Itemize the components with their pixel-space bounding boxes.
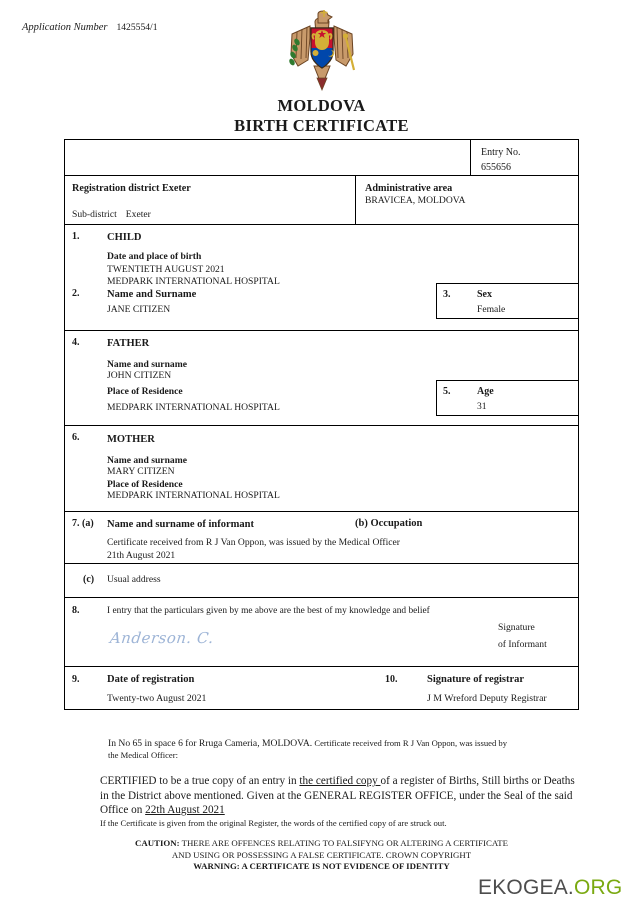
table-row-entry-number [65,140,578,176]
certified-statement [100,774,580,818]
registrar-label: Signature of registrar [427,674,525,685]
registration-district-label: Registration district Exeter [72,183,191,194]
struck-out-note: If the Certificate is given from the original Register, the words of the certified copy of are struck out. [100,818,447,828]
age-section-number: 5. [443,386,451,397]
informant-name-label: Name and surname of informant [107,519,254,530]
certified-underlined-copy: the certified copy [299,775,381,787]
administrative-area-label: Administrative area [365,183,453,194]
country-title: MOLDOVA [277,96,366,115]
table-row-registration-date [65,667,578,709]
moldova-coat-of-arms-icon [0,8,643,92]
declaration-text: I entry that the particulars given by me above are the best of my knowledge and belief [107,606,430,616]
informant-section-number: 7. (a) [72,518,94,529]
table-row-informant [65,512,578,564]
age-box [436,380,578,416]
father-heading: FATHER [107,338,150,349]
father-section-number: 4. [72,337,80,348]
informant-signature: Anderson. C. [109,629,215,647]
caution-text-line-1: THERE ARE OFFENCES RELATING TO FALSIFYNG OR ALTERING A CERTIFICATE [179,838,508,848]
mother-heading: MOTHER [107,434,155,445]
entry-number-label: Entry No. [481,147,521,158]
ekogea-watermark [478,876,622,900]
registration-date-value: Twenty-two August 2021 [107,693,207,704]
table-row-registration-district [65,176,578,225]
footer-note-line-1a: In No 65 in space 6 for Rruga Cameria, MOLDOVA. [108,738,313,749]
entry-number-value: 655656 [481,162,511,173]
father-residence-value: MEDPARK INTERNATIONAL HOSPITAL [107,402,280,413]
signature-label-line-2: of Informant [498,639,547,650]
watermark-text-green: ORG [573,876,623,899]
certified-text-b: of a register of Births, Still births or Deaths in the District above mentioned. Given at the GENERAL REGISTER OFFICE, under the Seal of the said Office on [100,775,575,816]
age-value: 31 [477,401,487,412]
warning-text: WARNING: A CERTIFICATE IS NOT EVIDENCE OF IDENTITY [193,861,450,871]
mother-name-value: MARY CITIZEN [107,466,175,477]
registrar-section-number: 10. [385,674,398,685]
registration-date-label: Date of registration [107,674,195,685]
certified-text-a: CERTIFIED to be a true copy of an entry in [100,775,300,787]
mother-residence-value: MEDPARK INTERNATIONAL HOSPITAL [107,490,280,501]
declaration-section-number: 8. [72,605,80,616]
sex-section-number: 3. [443,289,451,300]
certificate-table [64,139,579,710]
usual-address-section-number: (c) [83,574,95,585]
certified-underlined-date: 22th August 2021 [145,804,225,816]
child-dob-label: Date and place of birth [107,251,202,262]
watermark-text-dark: EKOGEA. [478,876,574,899]
caution-label: CAUTION: [135,838,180,848]
sub-district-value: Exeter [125,209,151,220]
registration-date-section-number: 9. [72,674,80,685]
mother-name-label: Name and surname [107,455,187,466]
table-row-mother [65,426,578,512]
father-residence-label: Place of Residence [107,386,183,397]
table-row-declaration [65,598,578,667]
footer-note-line-2: the Medical Officer: [108,749,178,760]
document-title: BIRTH CERTIFICATE [234,116,409,135]
caution-text-line-2: AND USING OR POSSESSING A FALSE CERTIFICATE. CROWN COPYRIGHT [171,849,472,860]
sex-box [436,283,578,319]
sub-district-label: Sub-district [72,209,117,220]
signature-label-line-1: Signature [498,622,535,633]
mother-section-number: 6. [72,432,80,443]
father-name-value: JOHN CITIZEN [107,370,172,381]
table-row-father [65,331,578,426]
certificate-titles [0,96,643,136]
table-row-child [65,225,578,331]
footer-note [108,738,578,761]
child-dob-value: TWENTIETH AUGUST 2021 [107,264,225,275]
sex-value: Female [477,304,506,315]
usual-address-label: Usual address [107,574,161,585]
child-name-section-number: 2. [72,288,80,299]
mother-residence-label: Place of Residence [107,479,183,490]
child-name-value: JANE CITIZEN [107,304,171,315]
child-section-number: 1. [72,231,80,242]
informant-occupation-label: (b) Occupation [355,518,423,529]
registrar-value: J M Wreford Deputy Registrar [427,693,547,704]
application-number-label: Application Number [22,22,108,33]
father-name-label: Name and surname [107,359,187,370]
entry-number-box [470,140,578,175]
application-number-value: 1425554/1 [116,22,158,33]
administrative-area-value: BRAVICEA, MOLDOVA [365,195,466,206]
administrative-area-cell [355,176,578,224]
child-heading: CHILD [107,232,142,243]
informant-line-2: 21th August 2021 [107,550,176,561]
table-row-usual-address [65,564,578,598]
age-label: Age [477,386,494,397]
footer-note-line-1b: Certificate received from R J Van Oppon, was issued by [314,738,508,748]
child-birth-place-value: MEDPARK INTERNATIONAL HOSPITAL [107,276,280,287]
sex-label: Sex [477,289,492,300]
informant-line-1: Certificate received from R J Van Oppon, was issued by the Medical Officer [107,537,400,548]
child-name-label: Name and Surname [107,289,197,300]
caution-block [64,838,579,873]
